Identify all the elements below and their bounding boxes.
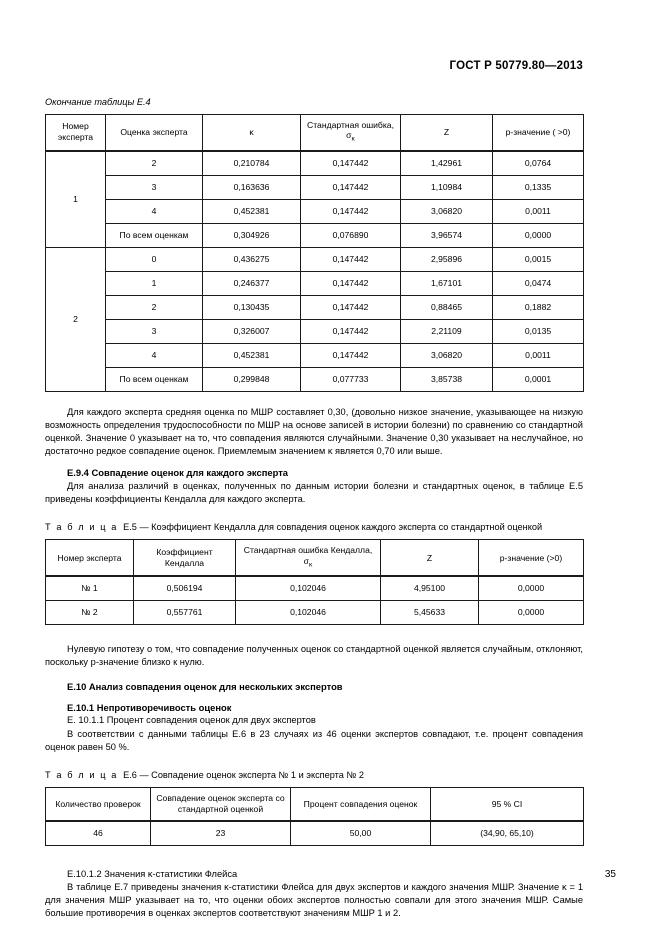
cell-z: 1,67101: [401, 271, 493, 295]
paragraph-e94: Для анализа различий в оценках, полученных по данным истории болезни и стандартных оценок, в таблице Е.5 приведены коэффициенты Кендалла для каждого эксперта.: [45, 480, 583, 504]
cell-grade: По всем оценкам: [106, 223, 203, 247]
table-e5-caption: [45, 522, 583, 534]
cell-standard-error: 0,076890: [301, 223, 401, 247]
cell-grade: 4: [106, 199, 203, 223]
cell-standard-error: 0,147442: [301, 343, 401, 367]
cell-kendall: 0,506194: [134, 576, 236, 601]
cell-ci: (34,90, 65,10): [431, 821, 584, 846]
cell-kappa: 0,130435: [203, 295, 301, 319]
table-e6: [45, 787, 584, 845]
cell-z: 1,10984: [401, 175, 493, 199]
cell-z: 1,42961: [401, 151, 493, 176]
table-row: [46, 821, 584, 846]
table-row: [46, 223, 584, 247]
table-e4-expert-group-label: 2: [46, 247, 106, 391]
cell-kappa: 0,163636: [203, 175, 301, 199]
table-e6-col-ci: 95 % CI: [431, 788, 584, 821]
cell-kappa: 0,210784: [203, 151, 301, 176]
table-row: [46, 601, 584, 625]
cell-grade: 0: [106, 247, 203, 271]
cell-kappa: 0,436275: [203, 247, 301, 271]
cell-z: 2,95896: [401, 247, 493, 271]
cell-percent: 50,00: [291, 821, 431, 846]
table-e4-col-z: Z: [401, 114, 493, 150]
table-row: [46, 247, 584, 271]
table-e6-col-percent: Процент совпадения оценок: [291, 788, 431, 821]
cell-standard-error: 0,147442: [301, 319, 401, 343]
cell-standard-error: 0,147442: [301, 175, 401, 199]
table-row: [46, 367, 584, 391]
cell-expert: № 1: [46, 576, 134, 601]
cell-kappa: 0,452381: [203, 199, 301, 223]
table-row: [46, 271, 584, 295]
cell-kappa: 0,299848: [203, 367, 301, 391]
cell-matches: 23: [151, 821, 291, 846]
table-e4-col-expert-grade: Оценка эксперта: [106, 114, 203, 150]
cell-checks: 46: [46, 821, 151, 846]
cell-pvalue: 0,0474: [493, 271, 584, 295]
table-row: [46, 199, 584, 223]
table-e5-col-z: Z: [381, 540, 479, 576]
cell-z: 5,45633: [381, 601, 479, 625]
table-e5-header-row: [46, 540, 584, 576]
cell-pvalue: 0,0000: [479, 576, 584, 601]
table-e6-body: [46, 821, 584, 846]
table-e5: [45, 539, 584, 625]
cell-expert: № 2: [46, 601, 134, 625]
cell-pvalue: 0,1335: [493, 175, 584, 199]
standard-title: ГОСТ Р 50779.80—2013: [449, 60, 583, 72]
cell-pvalue: 0,0764: [493, 151, 584, 176]
cell-grade: 4: [106, 343, 203, 367]
table-e6-caption-text: — Совпадение оценок эксперта № 1 и эксперта № 2: [139, 769, 364, 780]
cell-z: 3,96574: [401, 223, 493, 247]
cell-kappa: 0,246377: [203, 271, 301, 295]
table-e5-col-expert-number: Номер эксперта: [46, 540, 134, 576]
table-row: [46, 576, 584, 601]
paragraph-e1012: В таблице Е.7 приведены значения κ-статистики Флейса для двух экспертов и каждого значения МШР. Значение κ = 1 для значения МШР указывает на то, что оценки обоих экспертов полностью совпали для этого значения МШР. Самые большие противоречия в оценках экспертов соответствуют значениям МШР 1 и 2.: [45, 882, 583, 919]
page-content: [45, 60, 583, 921]
table-e4-col-expert-number: Номер эксперта: [46, 114, 106, 150]
cell-pvalue: 0,0000: [479, 601, 584, 625]
cell-kappa: 0,326007: [203, 319, 301, 343]
table-e5-col-standard-error-label: Стандартная ошибка Кендалла, σ: [243, 545, 373, 567]
table-e5-col-pvalue: p-значение (>0): [479, 540, 584, 576]
table-e4-col-kappa: κ: [203, 114, 301, 150]
table-e4: [45, 114, 584, 392]
section-heading-e94: Е.9.4 Совпадение оценок для каждого эксперта: [67, 467, 288, 479]
table-e4-header-row: [46, 114, 584, 150]
cell-standard-error: 0,077733: [301, 367, 401, 391]
table-row: [46, 151, 584, 176]
table-e5-caption-number: Е.5: [123, 521, 137, 532]
cell-z: 4,95100: [381, 576, 479, 601]
paragraph-after-table-e4: Для каждого эксперта средняя оценка по МШР составляет 0,30, (довольно низкое значение, указывающее на низкую возможность определения трудоспособности по МШР на основе записей в истории болезни) по сравнению со стандартной оценкой. Значение 0 указывает на то, что совпадения являются случайными. Значение 0,30 указывает на неслучайное, но достаточно редкое совпадение оценок. Приемлемым значением κ является 0,70 или выше.: [45, 406, 583, 457]
cell-z: 3,06820: [401, 343, 493, 367]
paragraph-e1011: В соответствии с данными таблицы Е.6 в 23 случаях из 46 оценки экспертов совпадают, т.е. процент совпадения оценок равен 50 %.: [45, 728, 583, 752]
table-e5-body: [46, 576, 584, 625]
table-row: [46, 319, 584, 343]
table-e5-col-kendall: Коэффициент Кендалла: [134, 540, 236, 576]
cell-grade: 2: [106, 151, 203, 176]
cell-pvalue: 0,0001: [493, 367, 584, 391]
cell-z: 3,06820: [401, 199, 493, 223]
section-heading-e10: Е.10 Анализ совпадения оценок для нескольких экспертов: [67, 680, 343, 692]
table-e5-col-standard-error: [236, 540, 381, 576]
cell-z: 3,85738: [401, 367, 493, 391]
paragraph-after-table-e5: Нулевую гипотезу о том, что совпадение полученных оценок со стандартной оценкой является случайным, отклоняют, поскольку p-значение близко к нулю.: [45, 644, 583, 668]
table-e6-col-matches: Совпадение оценок эксперта со стандартной оценкой: [151, 788, 291, 821]
table-e5-caption-label: Т а б л и ц а: [45, 521, 118, 532]
table-row: [46, 343, 584, 367]
cell-pvalue: 0,0015: [493, 247, 584, 271]
cell-kappa: 0,304926: [203, 223, 301, 247]
cell-standard-error: 0,147442: [301, 199, 401, 223]
table-e4-col-standard-error: [301, 114, 401, 150]
kappa-subscript: κ: [351, 136, 355, 144]
section-heading-e1012: Е.10.1.2 Значения κ-статистики Флейса: [67, 868, 238, 879]
cell-kendall: 0,557761: [134, 601, 236, 625]
cell-pvalue: 0,0011: [493, 199, 584, 223]
table-e4-caption: Окончание таблицы Е.4: [45, 96, 151, 107]
table-e6-caption: [45, 770, 583, 782]
cell-standard-error: 0,147442: [301, 151, 401, 176]
page-number: 35: [604, 869, 616, 880]
cell-standard-error: 0,102046: [236, 576, 381, 601]
section-heading-e101: Е.10.1 Непротиворечивость оценок: [67, 702, 232, 714]
cell-standard-error: 0,147442: [301, 247, 401, 271]
table-e4-body: [46, 151, 584, 392]
table-e4-expert-group-label: 1: [46, 151, 106, 248]
cell-grade: 1: [106, 271, 203, 295]
cell-pvalue: 0,0011: [493, 343, 584, 367]
cell-kappa: 0,452381: [203, 343, 301, 367]
cell-grade: 2: [106, 295, 203, 319]
table-e4-col-pvalue: p-значение ( >0): [493, 114, 584, 150]
table-e4-col-standard-error-label: Стандартная ошибка, σ: [307, 119, 394, 141]
cell-grade: 3: [106, 175, 203, 199]
cell-pvalue: 0,1882: [493, 295, 584, 319]
cell-z: 2,21109: [401, 319, 493, 343]
cell-standard-error: 0,147442: [301, 271, 401, 295]
table-e6-header-row: [46, 788, 584, 821]
cell-pvalue: 0,0000: [493, 223, 584, 247]
table-row: [46, 175, 584, 199]
cell-pvalue: 0,0135: [493, 319, 584, 343]
cell-standard-error: 0,102046: [236, 601, 381, 625]
table-e6-col-checks: Количество проверок: [46, 788, 151, 821]
kappa-subscript: κ: [308, 561, 313, 569]
section-heading-e1011: Е. 10.1.1 Процент совпадения оценок для двух экспертов: [67, 715, 316, 726]
table-e6-caption-label: Т а б л и ц а: [45, 769, 118, 780]
cell-grade: По всем оценкам: [106, 367, 203, 391]
table-e5-caption-text: — Коэффициент Кендалла для совпадения оценок каждого эксперта со стандартной оценкой: [139, 521, 543, 532]
cell-z: 0,88465: [401, 295, 493, 319]
cell-standard-error: 0,147442: [301, 295, 401, 319]
table-row: [46, 295, 584, 319]
table-e6-caption-number: Е.6: [123, 769, 137, 780]
cell-grade: 3: [106, 319, 203, 343]
